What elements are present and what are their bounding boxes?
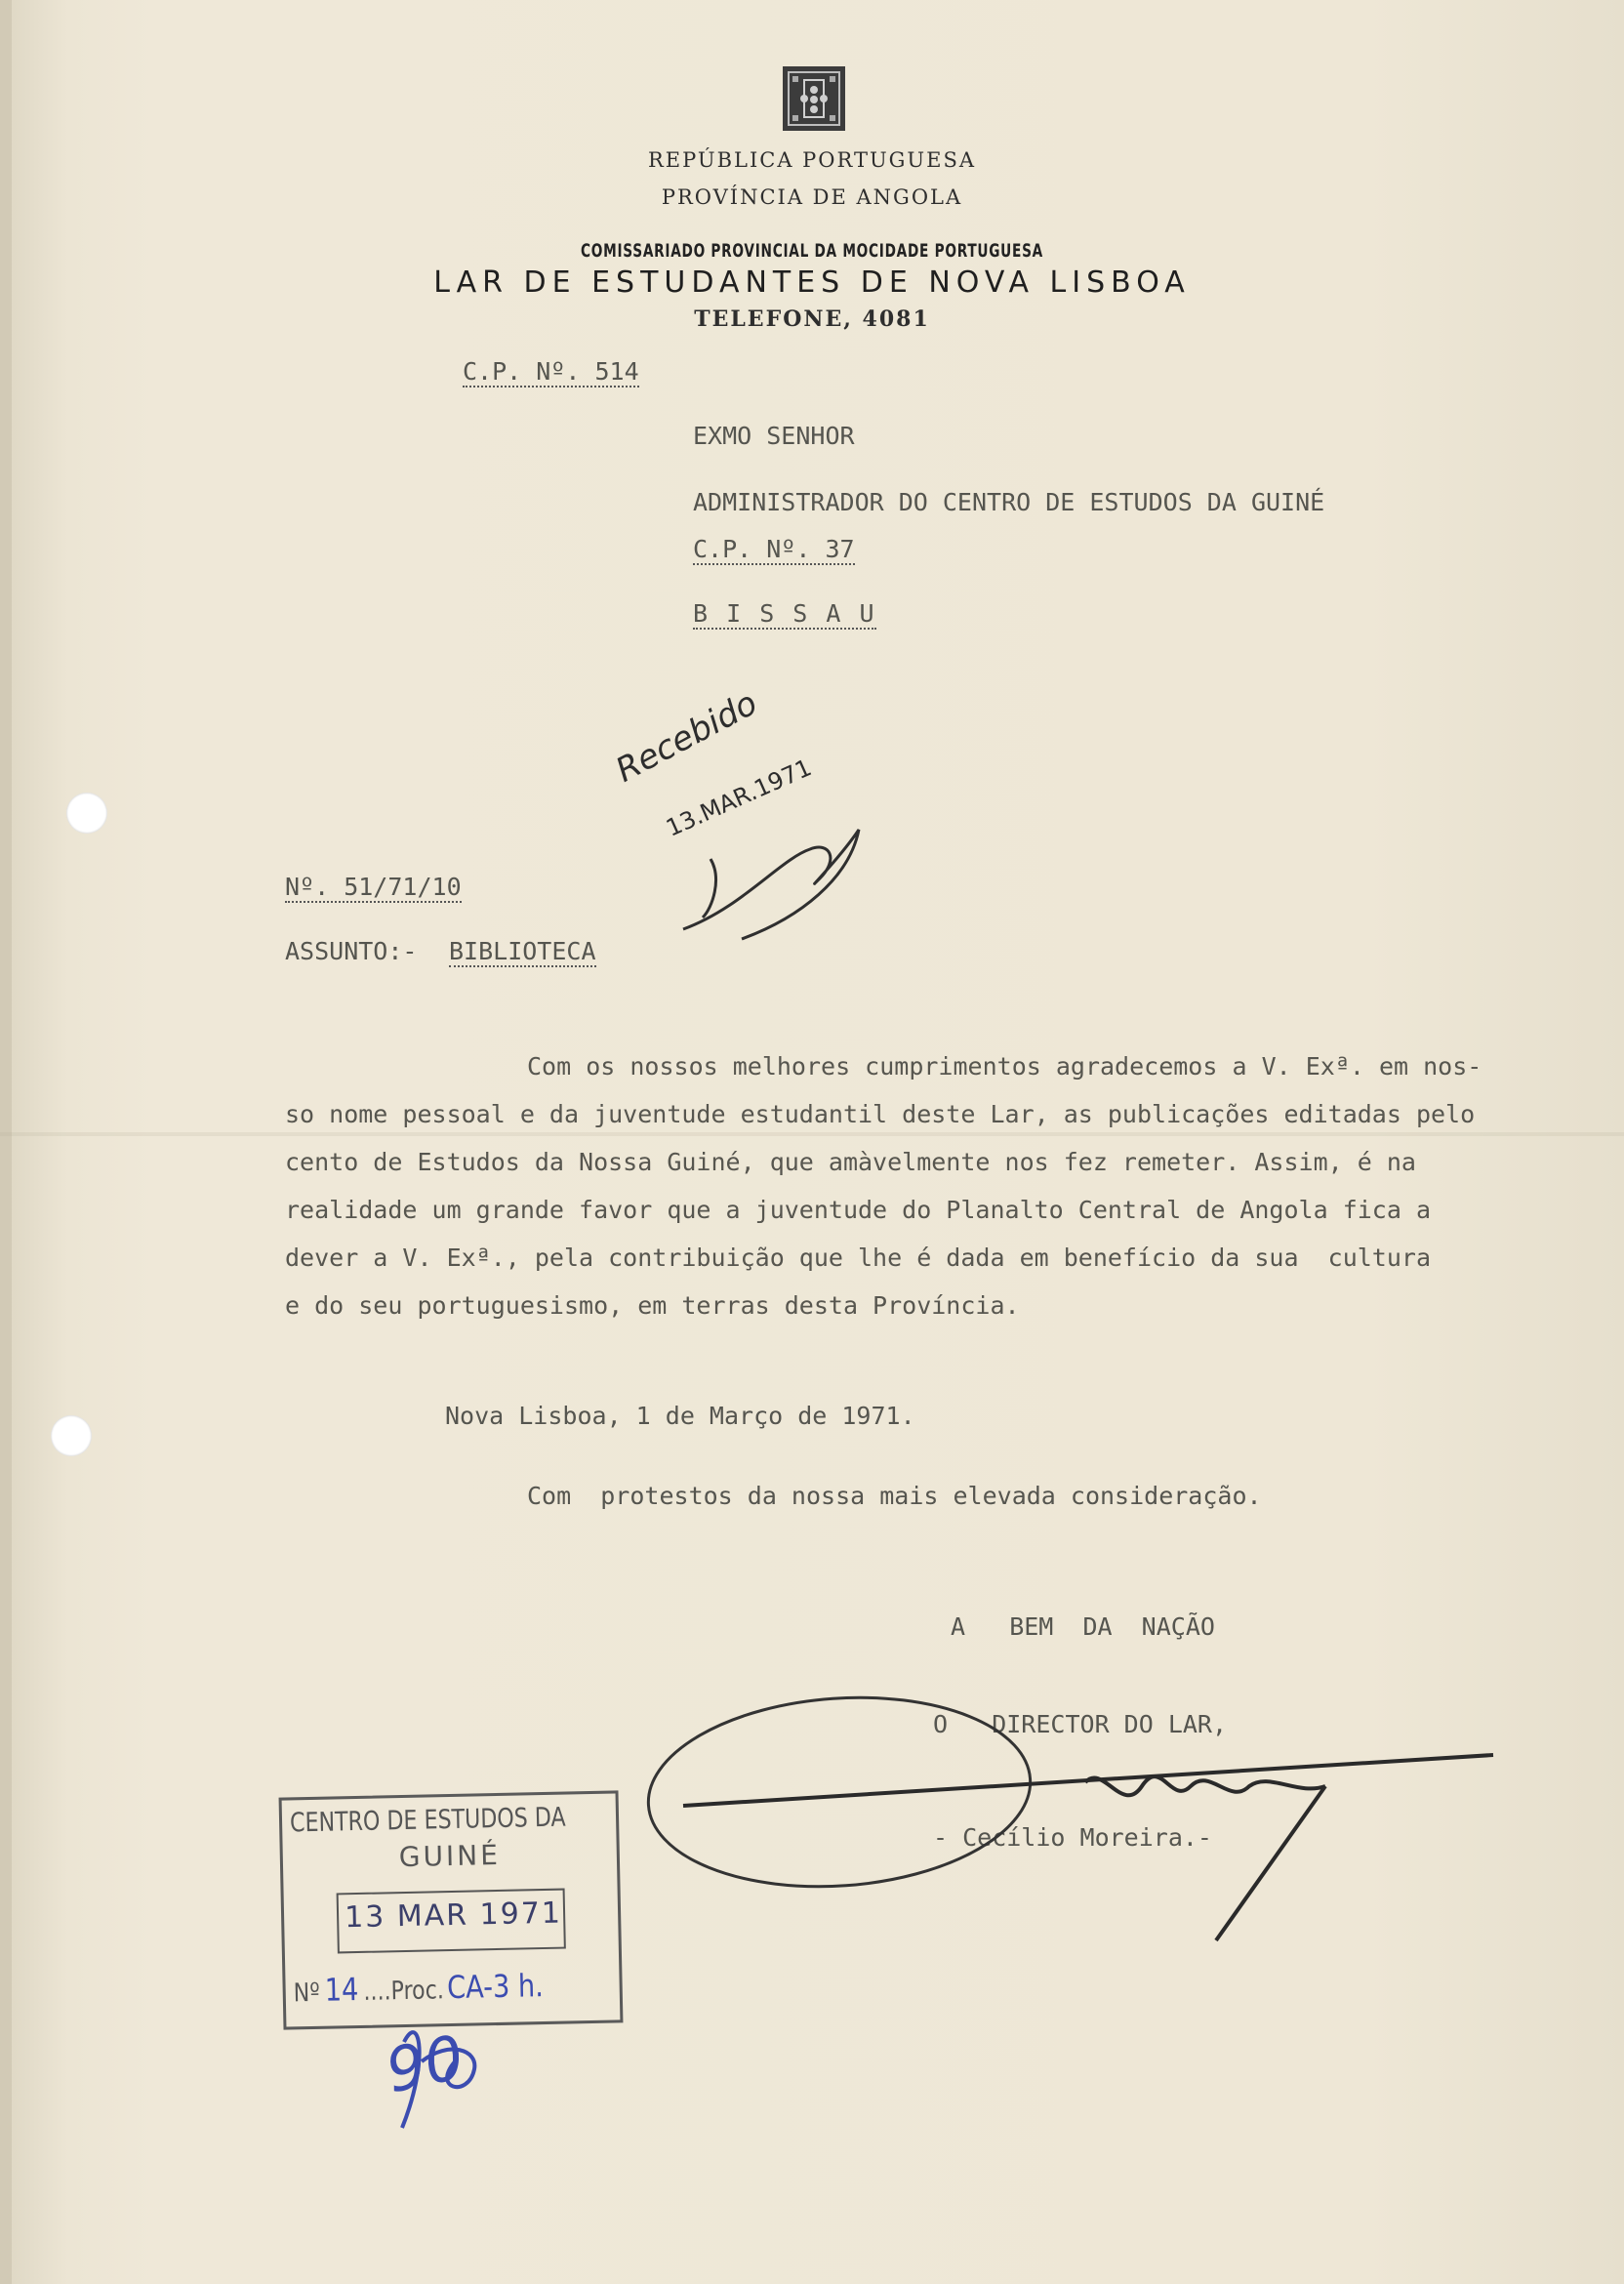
body-line: realidade um grande favor que a juventude do Planalto Central de Angola fica a [285,1196,1431,1224]
letterhead-republic: REPÚBLICA PORTUGUESA [647,148,977,172]
place-and-date: Nova Lisboa, 1 de Março de 1971. [445,1402,915,1430]
stamp-date: 13 MAR 1971 [344,1896,563,1936]
stamp-numbers: Nº 14 ....Proc.CA-3 h. [293,1967,545,2009]
letterhead-institution: LAR DE ESTUDANTES DE NOVA LISBOA [433,265,1191,300]
signature-tail [1216,1786,1325,1940]
signatory-name: - Cecílio Moreira.- [933,1823,1212,1852]
recipient-city: B I S S A U [693,599,876,628]
body-line: Com os nossos melhores cumprimentos agradecemos a V. Exª. em nos- [527,1052,1482,1081]
stamp-institution: CENTRO DE ESTUDOS DA [289,1802,566,1839]
subject-value: BIBLIOTECA [449,937,596,965]
letterhead-commissariat: COMISSARIADO PROVINCIAL DA MOCIDADE PORTUGUESA [581,240,1043,262]
received-stamp-date: 13.MAR.1971 [662,754,816,842]
stamp-number-label: Nº [293,1978,321,2009]
sender-postal-box: C.P. Nº. 514 [463,357,639,386]
archive-stamp [279,1790,624,2029]
body-line: cento de Estudos da Nossa Guiné, que amàvelmente nos fez remeter. Assim, é na [285,1148,1416,1176]
closing-formula: Com protestos da nossa mais elevada consideração. [527,1482,1262,1510]
stamp-proc-label: Proc. [390,1976,445,2007]
stamp-country: GUINÉ [398,1838,502,1874]
handwritten-folio-number: 90 [380,2020,470,2107]
letterhead-province: PROVÍNCIA DE ANGOLA [661,185,963,209]
body-line: dever a V. Exª., pela contribuição que lhe é dada em benefício da sua cultura [285,1244,1431,1272]
signature-loop [642,1686,1036,1899]
letterhead-telephone: TELEFONE, 4081 [694,306,930,332]
motto: A BEM DA NAÇÃO [951,1612,1215,1641]
subject-label: ASSUNTO:- [285,937,418,965]
body-line: e do seu portuguesismo, em terras desta Província. [285,1291,1020,1320]
letter-reference-number: Nº. 51/71/10 [285,873,462,901]
stamp-proc-value: CA-3 h. [446,1967,545,2007]
received-handwritten-word: Recebido [609,683,764,791]
recipient-postal-box: C.P. Nº. 37 [693,535,855,563]
signatory-title: O DIRECTOR DO LAR, [933,1710,1228,1738]
stamp-number-value: 14 [324,1971,359,2009]
initials-stroke [703,859,715,918]
initials-scribble [683,830,859,939]
recipient-salutation: EXMO SENHOR [693,422,855,450]
body-line: so nome pessoal e da juventude estudantil deste Lar, as publicações editadas pelo [285,1100,1476,1128]
recipient-title: ADMINISTRADOR DO CENTRO DE ESTUDOS DA GUINÉ [693,488,1325,516]
